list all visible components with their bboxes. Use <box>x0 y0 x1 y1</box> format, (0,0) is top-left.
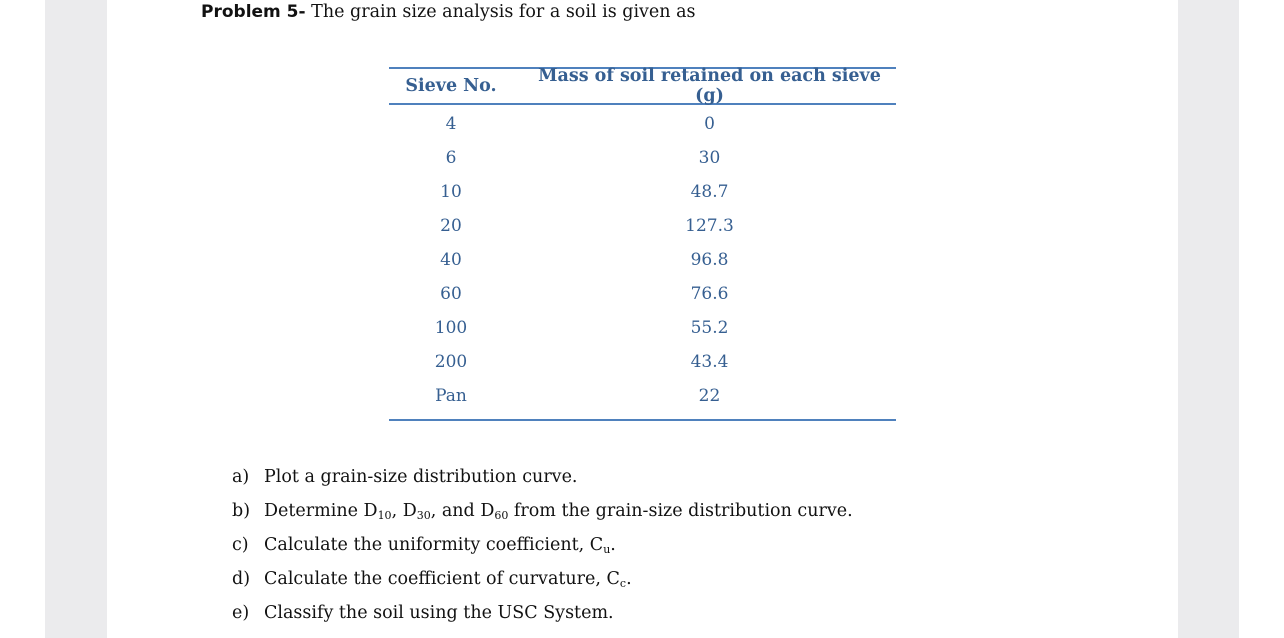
question-e <box>232 596 853 630</box>
table-row <box>389 107 896 141</box>
question-c <box>232 528 853 562</box>
question-label: b) <box>232 501 251 521</box>
mass-cell: 76.6 <box>690 284 729 304</box>
sieve-cell: 100 <box>434 318 468 338</box>
question-text: Classify the soil using the USC System. <box>264 603 614 623</box>
question-b <box>232 494 853 528</box>
table-row <box>389 379 896 413</box>
question-text: Calculate the coefficient of curvature, $C_c$. <box>264 569 632 590</box>
question-list <box>232 460 853 630</box>
mass-cell: 22 <box>698 386 721 406</box>
question-label: e) <box>232 603 250 623</box>
problem-statement: The grain size analysis for a soil is given as <box>305 2 696 22</box>
question-text: Calculate the uniformity coefficient, $C_u$. <box>264 535 616 556</box>
question-label: c) <box>232 535 249 555</box>
sieve-cell: 4 <box>445 114 457 134</box>
mass-cell: 43.4 <box>690 352 729 372</box>
question-text: Plot a grain-size distribution curve. <box>264 467 578 487</box>
problem-number: Problem 5- <box>201 2 306 22</box>
table-row <box>389 175 896 209</box>
mass-cell: 30 <box>698 148 721 168</box>
table-row <box>389 209 896 243</box>
table-row <box>389 277 896 311</box>
sieve-cell: 20 <box>440 216 462 236</box>
sieve-cell: 40 <box>440 250 462 270</box>
question-a <box>232 460 853 494</box>
left-margin <box>45 0 107 638</box>
table-row <box>389 141 896 175</box>
header-sieve-no: Sieve No. <box>405 76 497 96</box>
header-mass-retained: Mass of soil retained on each sieve (g) <box>538 66 881 106</box>
sieve-table <box>389 67 896 421</box>
mass-cell: 55.2 <box>690 318 729 338</box>
table-row <box>389 311 896 345</box>
sieve-cell: 10 <box>440 182 462 202</box>
sieve-cell: 6 <box>445 148 457 168</box>
table-header <box>389 66 896 106</box>
table-body <box>389 105 896 419</box>
question-text: Determine $D_{10}$, $D_{30}$, and $D_{60}$ from the grain-size distribution curve. <box>264 501 853 522</box>
sieve-cell: 200 <box>434 352 468 372</box>
sieve-cell: Pan <box>435 386 467 406</box>
question-label: d) <box>232 569 251 589</box>
problem-heading <box>201 0 696 24</box>
table-row <box>389 243 896 277</box>
right-margin <box>1178 0 1239 638</box>
sieve-cell: 60 <box>440 284 462 304</box>
table-row <box>389 345 896 379</box>
mass-cell: 0 <box>704 114 715 134</box>
question-d <box>232 562 853 596</box>
mass-cell: 127.3 <box>685 216 734 236</box>
question-label: a) <box>232 467 250 487</box>
mass-cell: 48.7 <box>690 182 729 202</box>
mass-cell: 96.8 <box>690 250 729 270</box>
table-bottom-rule <box>389 419 896 421</box>
